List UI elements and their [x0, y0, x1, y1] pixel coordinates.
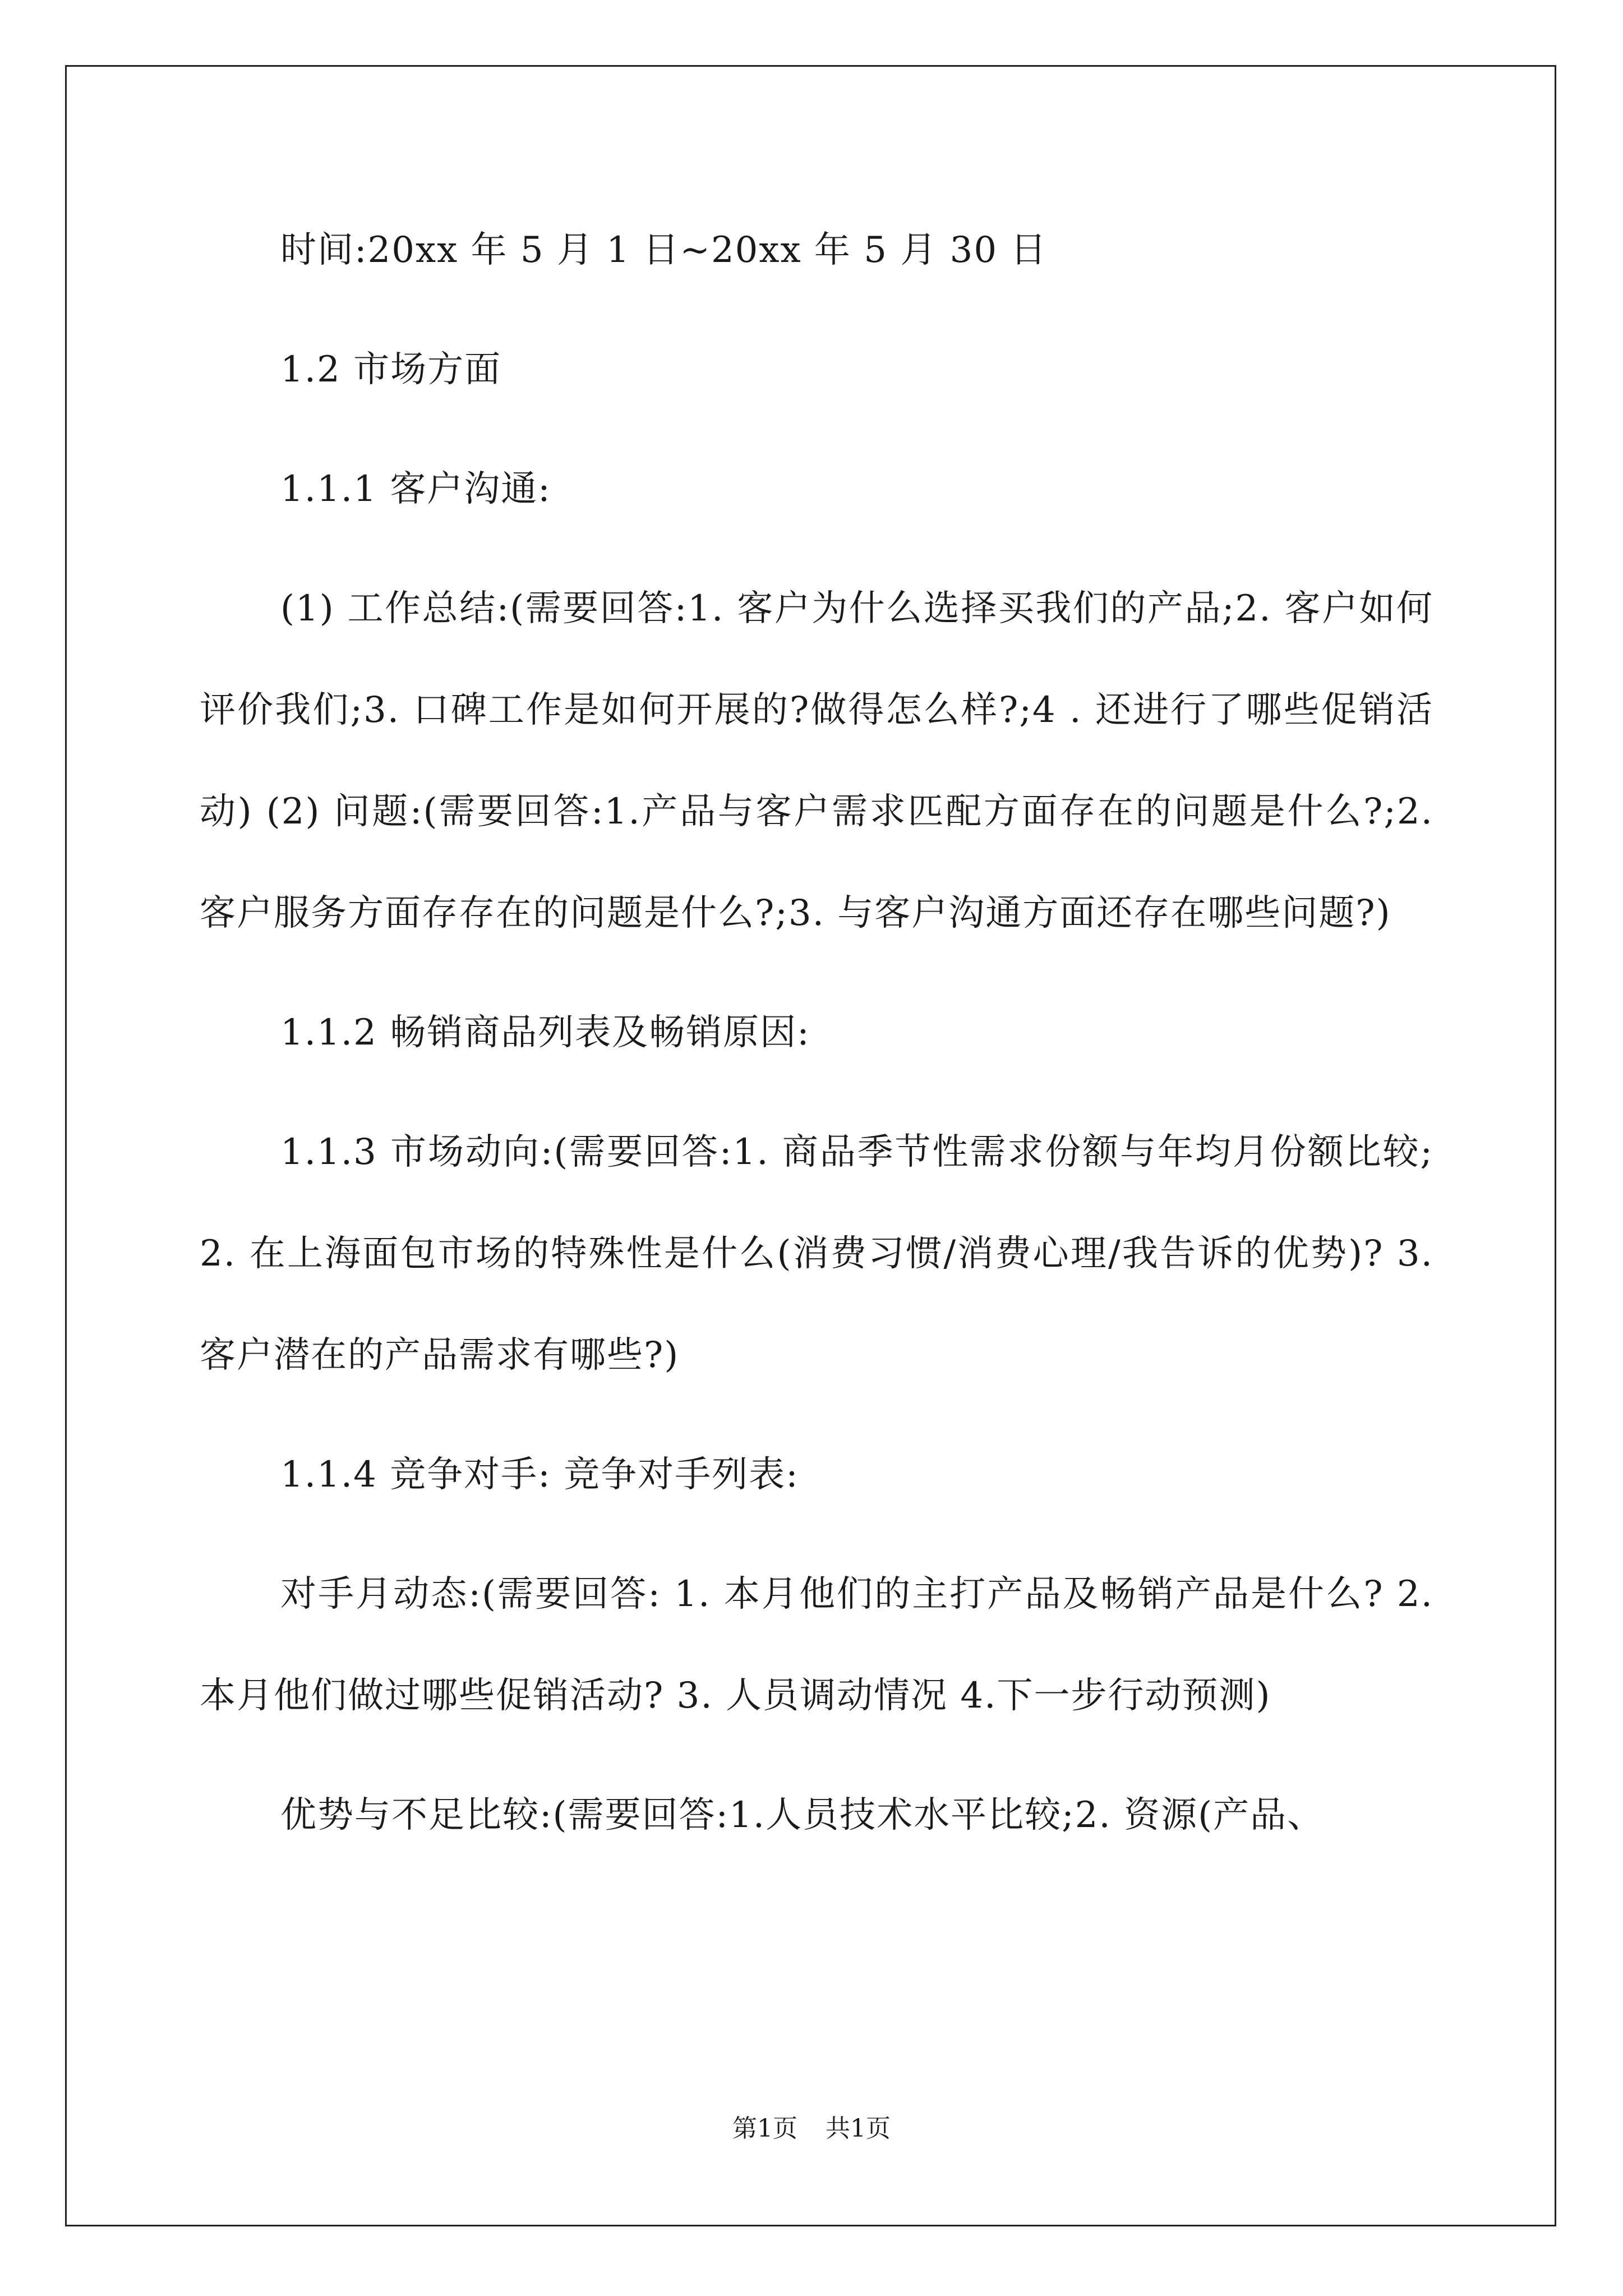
- paragraph-work-summary: (1) 工作总结:(需要回答:1. 客户为什么选择买我们的产品;2. 客户如何评价我们;3. 口碑工作是如何开展的?做得怎么样?;4 . 还进行了哪些促销活动) (2) 问题:(需要回答:1.产品与客户需求匹配方面存在的问题是什么?;2. 客户服务方面存存在的问题是什么?;3. 与客户沟通方面还存在哪些问题?): [200, 588, 1433, 934]
- document-body: [200, 200, 1433, 1884]
- page-footer: [0, 2108, 1623, 2144]
- page-number: 第1页: [732, 2114, 797, 2143]
- paragraph-time-range: 时间:20xx 年 5 月 1 日~20xx 年 5 月 30 日: [280, 229, 1048, 271]
- page-total: 共1页: [826, 2114, 891, 2143]
- heading-market: 1.2 市场方面: [280, 349, 502, 390]
- heading-competitors: 1.1.4 竞争对手: 竞争对手列表:: [280, 1454, 799, 1496]
- paragraph-competitor-dynamics: 对手月动态:(需要回答: 1. 本月他们的主打产品及畅销产品是什么? 2. 本月他们做过哪些促销活动? 3. 人员调动情况 4.下一步行动预测): [200, 1573, 1433, 1717]
- paragraph-market-trends: 1.1.3 市场动向:(需要回答:1. 商品季节性需求份额与年均月份额比较; 2. 在上海面包市场的特殊性是什么(消费习惯/消费心理/我告诉的优势)? 3. 客户潜在的产品需求有哪些?): [200, 1131, 1433, 1376]
- heading-customer-communication: 1.1.1 客户沟通:: [280, 468, 551, 510]
- heading-best-sellers: 1.1.2 畅销商品列表及畅销原因:: [280, 1012, 810, 1053]
- paragraph-strengths-weaknesses: 优势与不足比较:(需要回答:1.人员技术水平比较;2. 资源(产品、: [280, 1795, 1325, 1836]
